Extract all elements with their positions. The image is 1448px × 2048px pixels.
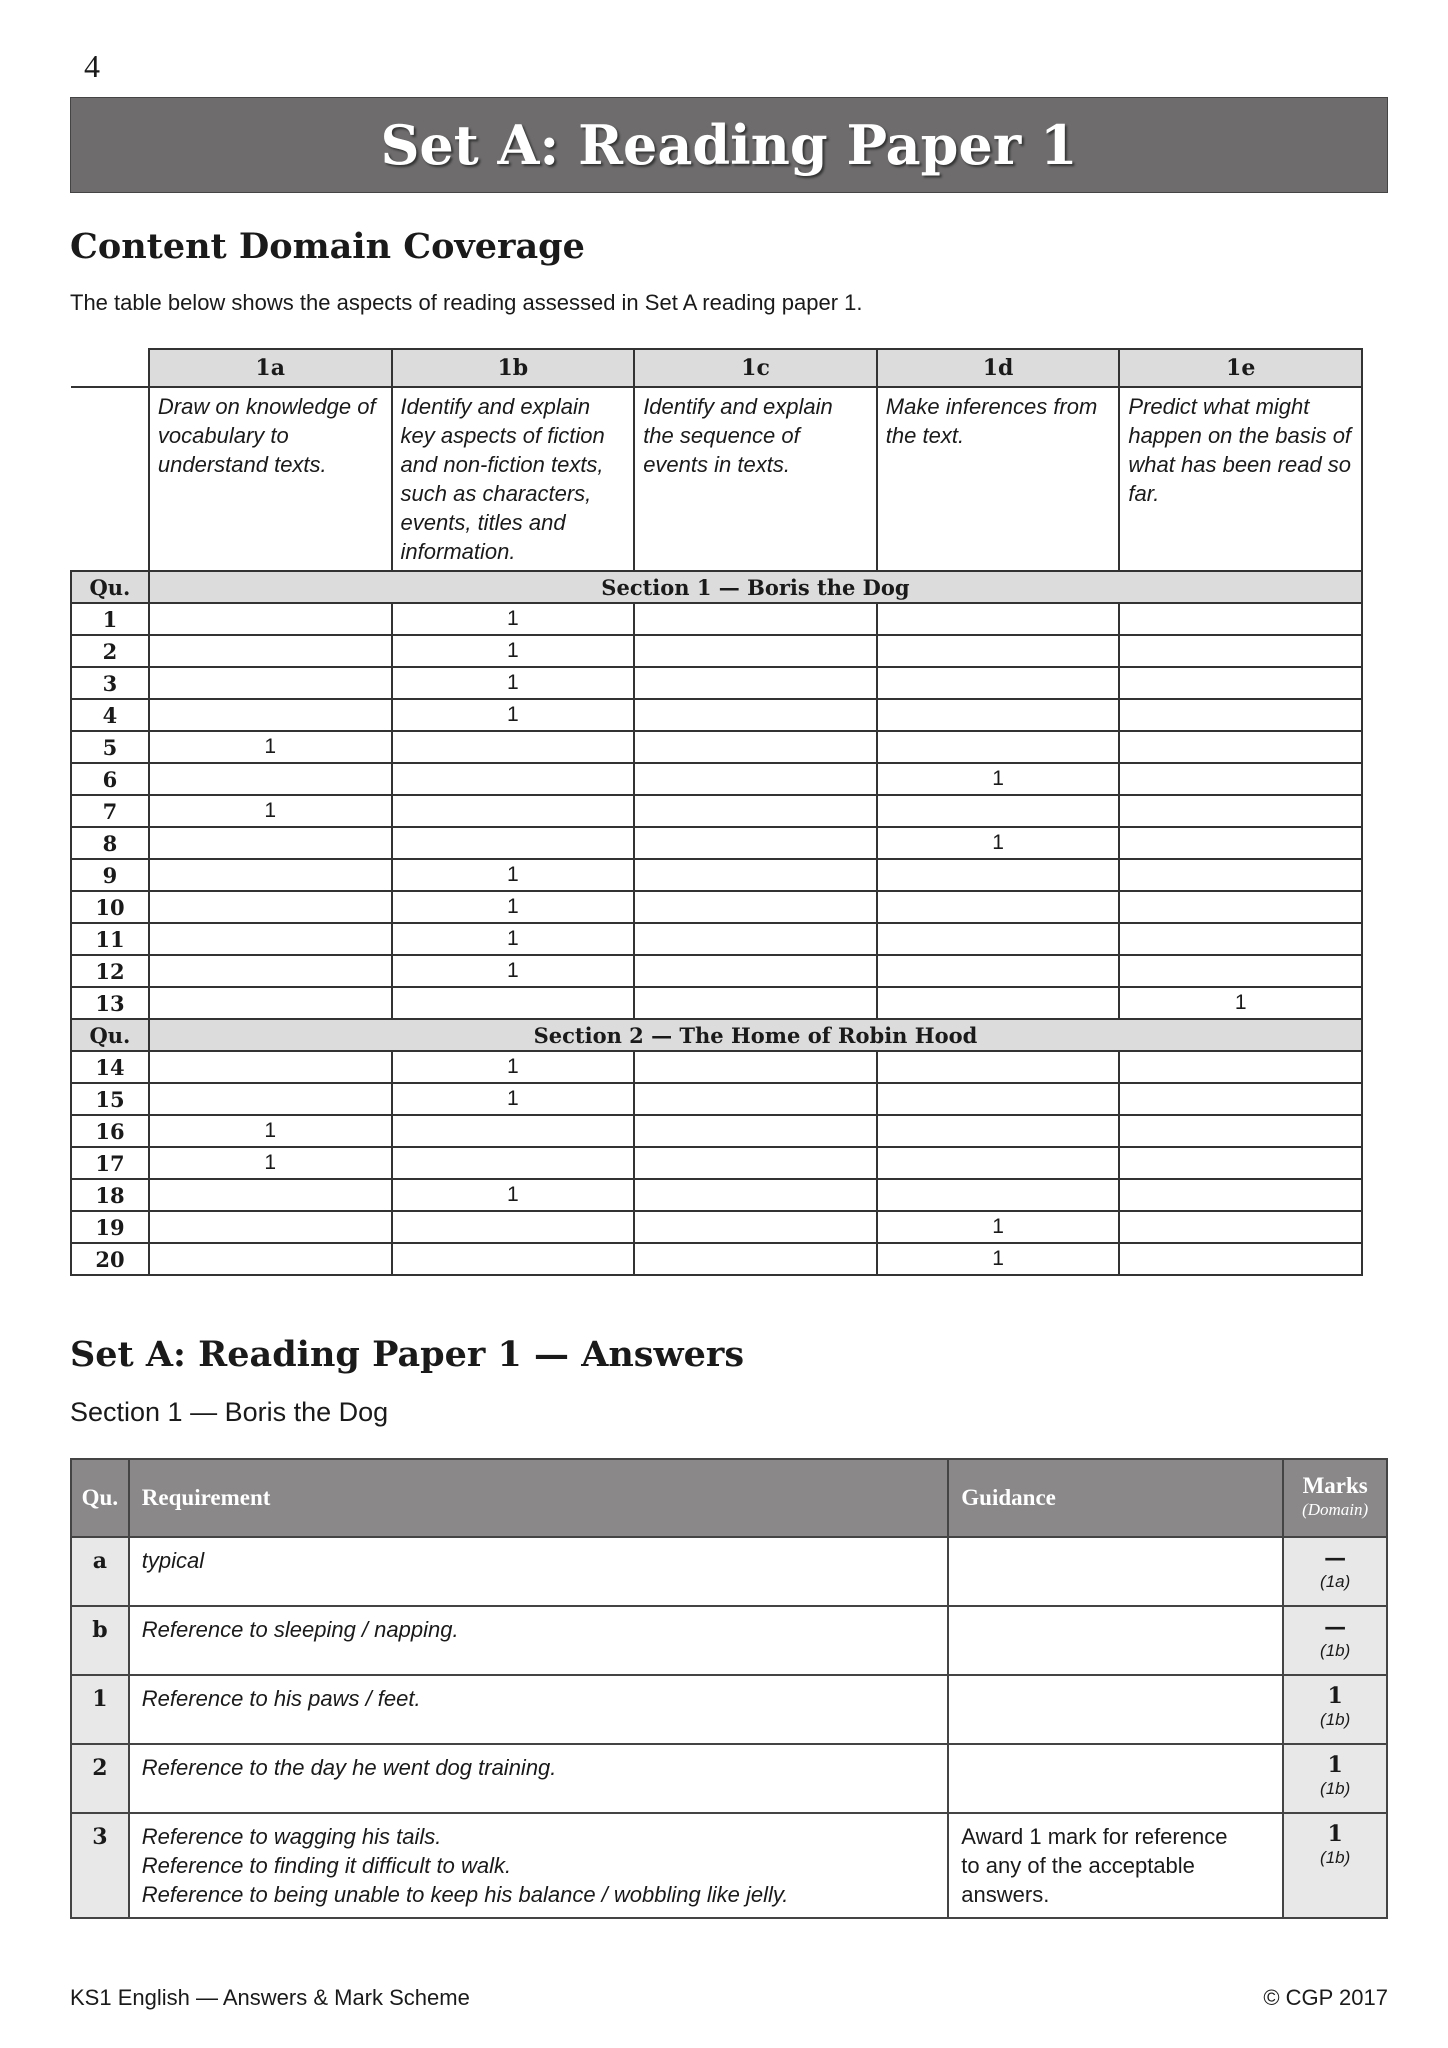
coverage-row [71,1147,1362,1179]
coverage-cell [1119,635,1362,667]
coverage-cell: 1 [392,1051,635,1083]
coverage-cell [149,635,392,667]
coverage-cell [877,603,1120,635]
question-number: 13 [71,987,149,1019]
answers-heading: Set A: Reading Paper 1 — Answers [70,1334,745,1375]
section-title: Section 2 — The Home of Robin Hood [149,1019,1362,1051]
coverage-cell [877,1051,1120,1083]
coverage-cell [1119,1051,1362,1083]
coverage-cell [392,763,635,795]
coverage-cell [634,731,877,763]
mark-value: — [1324,1614,1347,1640]
coverage-cell [149,699,392,731]
answers-header-guidance: Guidance [948,1459,1283,1537]
coverage-cell [877,731,1120,763]
coverage-cell: 1 [392,955,635,987]
coverage-cell [634,859,877,891]
answers-section-title: Section 1 — Boris the Dog [70,1397,389,1427]
coverage-cell [149,1083,392,1115]
answer-question: 2 [71,1744,129,1813]
section-header-row [71,571,1362,603]
answer-requirement [129,1537,949,1606]
coverage-cell [877,891,1120,923]
coverage-cell [149,923,392,955]
coverage-cell: 1 [392,699,635,731]
coverage-cell: 1 [877,827,1120,859]
coverage-cell [877,1147,1120,1179]
domain-desc-1b: Identify and explain key aspects of fiction and non-fiction texts, such as characters, events, titles and information. [392,387,635,571]
answer-requirement [129,1813,949,1918]
coverage-cell [634,987,877,1019]
question-number: 18 [71,1179,149,1211]
coverage-cell [877,955,1120,987]
coverage-cell [634,1211,877,1243]
mark-value: 1 [1327,1821,1343,1847]
coverage-cell [1119,955,1362,987]
coverage-cell [634,1243,877,1275]
question-number: 11 [71,923,149,955]
coverage-cell [1119,1147,1362,1179]
coverage-row [71,1051,1362,1083]
coverage-cell [149,987,392,1019]
blank-corner [71,387,149,571]
coverage-row [71,859,1362,891]
requirement-line: Reference to finding it difficult to walk. [141,1853,512,1878]
coverage-cell [634,1115,877,1147]
coverage-cell [634,763,877,795]
domain-desc-1e: Predict what might happen on the basis of what has been read so far. [1119,387,1362,571]
page-number: 4 [84,48,100,84]
requirement-line: Reference to being unable to keep his balance / wobbling like jelly. [141,1882,789,1907]
question-number: 4 [71,699,149,731]
coverage-row [71,1243,1362,1275]
domain-desc-1d: Make inferences from the text. [877,387,1120,571]
guidance-line: to any of the acceptable [961,1853,1195,1878]
coverage-cell [877,1083,1120,1115]
question-number: 15 [71,1083,149,1115]
qu-label: Qu. [71,1019,149,1051]
mark-value: — [1324,1545,1347,1571]
domain-code-1a: 1a [149,349,392,387]
answer-question: 3 [71,1813,129,1918]
coverage-row [71,699,1362,731]
coverage-cell [1119,795,1362,827]
coverage-cell [634,635,877,667]
question-number: 6 [71,763,149,795]
coverage-cell [634,827,877,859]
coverage-cell [392,987,635,1019]
mark-value: 1 [1327,1683,1343,1709]
coverage-cell [877,795,1120,827]
coverage-cell [877,987,1120,1019]
coverage-code-row [71,349,1362,387]
requirement-line: Reference to sleeping / napping. [141,1617,459,1642]
question-number: 17 [71,1147,149,1179]
answer-question: a [71,1537,129,1606]
answer-requirement [129,1675,949,1744]
blank-corner [71,349,149,387]
domain-code-1b: 1b [392,349,635,387]
coverage-cell [392,1115,635,1147]
coverage-cell: 1 [149,1147,392,1179]
coverage-cell [877,859,1120,891]
domain-label: (Domain) [1302,1500,1369,1519]
coverage-row [71,923,1362,955]
title-banner [70,97,1388,193]
coverage-cell [634,955,877,987]
answer-row [71,1744,1387,1813]
answer-question: 1 [71,1675,129,1744]
coverage-cell [634,1083,877,1115]
page-title: Set A: Reading Paper 1 [380,113,1078,177]
coverage-row [71,635,1362,667]
section-title: Section 1 — Boris the Dog [149,571,1362,603]
answers-header-marks [1283,1459,1387,1537]
coverage-row [71,891,1362,923]
guidance-line: Award 1 mark for reference [961,1824,1228,1849]
question-number: 16 [71,1115,149,1147]
question-number: 12 [71,955,149,987]
answer-guidance [948,1537,1283,1606]
coverage-cell: 1 [1119,987,1362,1019]
coverage-cell [392,731,635,763]
answers-header-qu: Qu. [71,1459,129,1537]
answer-guidance [948,1675,1283,1744]
question-number: 7 [71,795,149,827]
coverage-cell: 1 [392,891,635,923]
coverage-cell [634,923,877,955]
footer-left: KS1 English — Answers & Mark Scheme [70,1985,470,2010]
requirement-line: typical [141,1548,205,1573]
mark-value: 1 [1327,1752,1343,1778]
coverage-cell: 1 [392,603,635,635]
coverage-cell [877,667,1120,699]
question-number: 19 [71,1211,149,1243]
answers-table [70,1458,1388,1919]
coverage-cell [1119,603,1362,635]
coverage-cell [634,891,877,923]
answer-marks [1283,1606,1387,1675]
mark-domain: (1a) [1320,1572,1351,1591]
mark-domain: (1b) [1320,1848,1351,1867]
coverage-cell [634,1147,877,1179]
coverage-cell [1119,667,1362,699]
coverage-cell: 1 [392,1179,635,1211]
coverage-cell: 1 [392,635,635,667]
coverage-row [71,763,1362,795]
answer-marks [1283,1537,1387,1606]
mark-domain: (1b) [1320,1710,1351,1729]
coverage-cell [1119,1179,1362,1211]
answer-row [71,1813,1387,1918]
coverage-cell [149,763,392,795]
coverage-cell [149,1243,392,1275]
coverage-cell [634,699,877,731]
coverage-row [71,955,1362,987]
coverage-cell [392,1211,635,1243]
coverage-cell [149,1179,392,1211]
coverage-table [70,348,1363,1276]
coverage-row [71,795,1362,827]
coverage-cell: 1 [149,795,392,827]
coverage-desc-row [71,387,1362,571]
section-header-row [71,1019,1362,1051]
question-number: 9 [71,859,149,891]
coverage-cell: 1 [877,1211,1120,1243]
coverage-cell [149,603,392,635]
coverage-cell [149,667,392,699]
coverage-cell [634,795,877,827]
coverage-row [71,731,1362,763]
coverage-row [71,1179,1362,1211]
coverage-cell: 1 [149,1115,392,1147]
coverage-row [71,603,1362,635]
answer-question: b [71,1606,129,1675]
coverage-cell [1119,731,1362,763]
question-number: 5 [71,731,149,763]
question-number: 10 [71,891,149,923]
question-number: 3 [71,667,149,699]
coverage-cell [634,667,877,699]
coverage-row [71,827,1362,859]
coverage-cell [149,891,392,923]
coverage-row [71,1115,1362,1147]
requirement-line: Reference to the day he went dog training. [141,1755,557,1780]
coverage-cell: 1 [392,667,635,699]
coverage-cell [1119,859,1362,891]
footer-right: © CGP 2017 [1263,1985,1388,2010]
coverage-cell [392,1147,635,1179]
coverage-cell [149,1051,392,1083]
coverage-cell [392,1243,635,1275]
domain-desc-1c: Identify and explain the sequence of events in texts. [634,387,877,571]
coverage-cell [1119,923,1362,955]
coverage-cell [392,827,635,859]
coverage-cell: 1 [392,1083,635,1115]
coverage-cell: 1 [149,731,392,763]
coverage-cell [149,859,392,891]
domain-code-1c: 1c [634,349,877,387]
question-number: 1 [71,603,149,635]
answer-row [71,1675,1387,1744]
coverage-heading: Content Domain Coverage [70,226,585,267]
coverage-cell [1119,699,1362,731]
answer-row [71,1606,1387,1675]
answer-guidance [948,1606,1283,1675]
coverage-cell [1119,1115,1362,1147]
coverage-cell [149,827,392,859]
coverage-cell [149,1211,392,1243]
answer-guidance [948,1813,1283,1918]
coverage-cell [1119,1083,1362,1115]
coverage-cell [149,955,392,987]
coverage-row [71,1083,1362,1115]
coverage-cell [877,923,1120,955]
coverage-cell [634,1179,877,1211]
marks-label: Marks [1302,1473,1368,1498]
coverage-cell: 1 [392,923,635,955]
qu-label: Qu. [71,571,149,603]
requirement-line: Reference to his paws / feet. [141,1686,421,1711]
mark-domain: (1b) [1320,1641,1351,1660]
question-number: 20 [71,1243,149,1275]
answer-row [71,1537,1387,1606]
coverage-cell [877,635,1120,667]
mark-domain: (1b) [1320,1779,1351,1798]
coverage-cell: 1 [877,763,1120,795]
coverage-row [71,1211,1362,1243]
coverage-cell [634,1051,877,1083]
answer-requirement [129,1606,949,1675]
coverage-cell [877,1115,1120,1147]
answer-marks [1283,1813,1387,1918]
coverage-cell: 1 [877,1243,1120,1275]
coverage-cell: 1 [392,859,635,891]
coverage-cell [1119,1243,1362,1275]
coverage-row [71,987,1362,1019]
question-number: 8 [71,827,149,859]
coverage-row [71,667,1362,699]
coverage-cell [634,603,877,635]
requirement-line: Reference to wagging his tails. [141,1824,442,1849]
coverage-cell [1119,1211,1362,1243]
answer-guidance [948,1744,1283,1813]
coverage-intro: The table below shows the aspects of reading assessed in Set A reading paper 1. [70,290,863,315]
answer-marks [1283,1744,1387,1813]
domain-code-1e: 1e [1119,349,1362,387]
answers-header-requirement: Requirement [129,1459,949,1537]
coverage-cell [877,699,1120,731]
coverage-cell [1119,827,1362,859]
domain-code-1d: 1d [877,349,1120,387]
coverage-cell [392,795,635,827]
coverage-cell [877,1179,1120,1211]
domain-desc-1a: Draw on knowledge of vocabulary to understand texts. [149,387,392,571]
guidance-line: answers. [961,1882,1050,1907]
coverage-cell [1119,763,1362,795]
answer-requirement [129,1744,949,1813]
question-number: 14 [71,1051,149,1083]
question-number: 2 [71,635,149,667]
answer-marks [1283,1675,1387,1744]
coverage-cell [1119,891,1362,923]
